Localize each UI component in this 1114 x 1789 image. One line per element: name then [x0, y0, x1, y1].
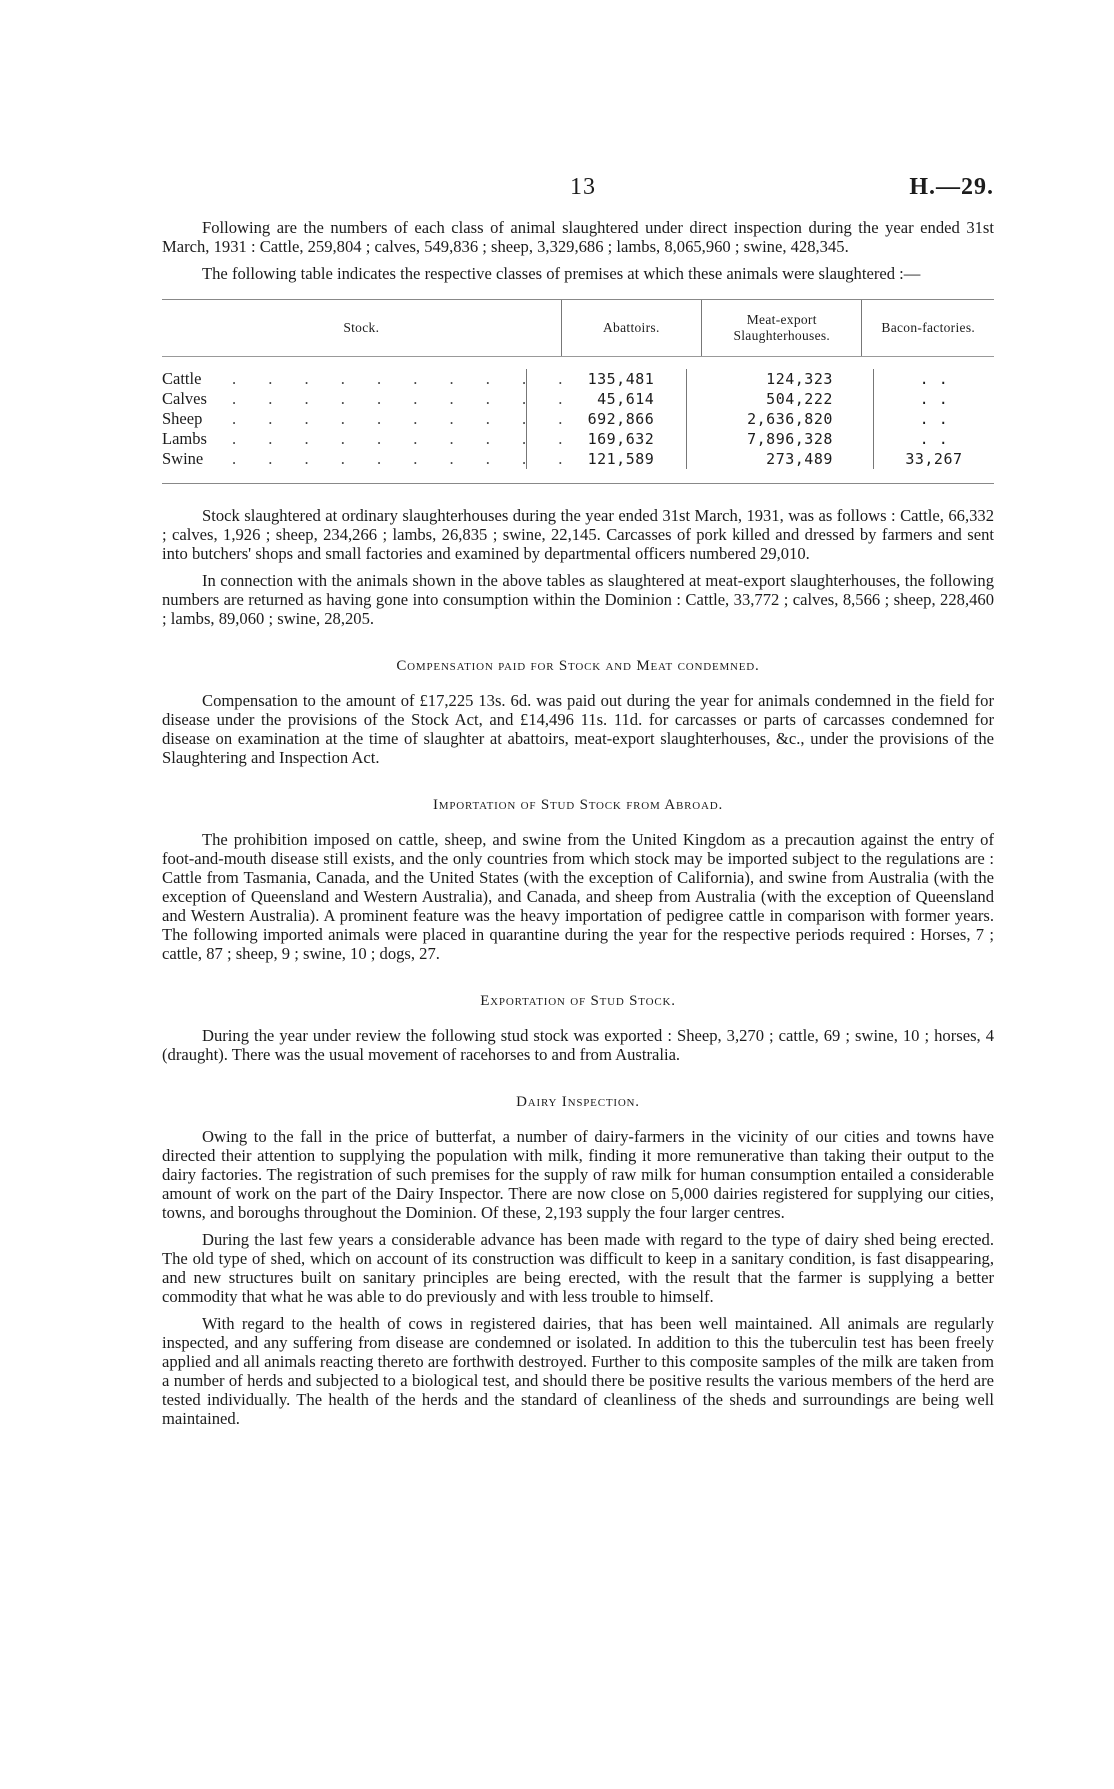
- leader-dots: . . . . . . . . . .: [232, 409, 577, 428]
- row-stock: Swine: [162, 449, 204, 468]
- row-abattoirs: 45,614: [526, 389, 686, 409]
- compensation-paragraph: Compensation to the amount of £17,225 13s. 6d. was paid out during the year for animals condemned in the field for disease under the provisions of the Stock Act, and £14,496 11s. 11d. for carcasses or parts of carcasses condemned for disease on examination at the time of slaughter at abattoirs, meat-export slaughterhouses, &c., under the provisions of the Slaughtering and Inspection Act.: [162, 691, 994, 767]
- header-bacon-label: Bacon-factories.: [881, 320, 976, 335]
- table-body: [162, 357, 994, 483]
- document-page: [162, 170, 994, 1436]
- row-meat-export: 504,222: [686, 389, 873, 409]
- row-abattoirs: 135,481: [526, 369, 686, 389]
- row-bacon: 33,267: [873, 449, 994, 469]
- after-table-paragraph-1: Stock slaughtered at ordinary slaughterhouses during the year ended 31st March, 1931, was as follows : Cattle, 66,332 ; calves, 1,926 ; sheep, 234,266 ; lambs, 26,835 ; swine, 22,145. Carcasses of pork killed and dressed by farmers and sent into butchers' shops and small factories and examined by departmental officers numbered 29,010.: [162, 506, 994, 563]
- row-meat-export: 124,323: [686, 369, 873, 389]
- exportation-paragraph: During the year under review the following stud stock was exported : Sheep, 3,270 ; cattle, 69 ; swine, 10 ; horses, 4 (draught). There was the usual movement of racehorses to and from Australia.: [162, 1026, 994, 1064]
- table-row: [162, 429, 994, 449]
- row-stock: Sheep: [162, 409, 203, 428]
- importation-heading: Importation of Stud Stock from Abroad.: [432, 797, 724, 813]
- paper-reference: H.—29.: [909, 174, 994, 200]
- row-bacon: . .: [873, 429, 994, 449]
- table-row: [162, 369, 994, 389]
- importation-paragraph: The prohibition imposed on cattle, sheep, and swine from the United Kingdom as a precaution against the entry of foot-and-mouth disease still exists, and the only countries from which stock may be imported subject to the regulations are : Cattle from Tasmania, Canada, and the United States (with the exception of California), and swine from Australia (with the exception of Queensland and Western Australia), and Canada, and sheep from Australia (with the exception of Queensland and Western Australia). A prominent feature was the heavy importation of pedigree cattle in comparison with former years. The following imported animals were placed in quarantine during the year for the respective periods required : Horses, 7 ; cattle, 87 ; sheep, 9 ; swine, 10 ; dogs, 27.: [162, 830, 994, 963]
- dairy-heading: Dairy Inspection.: [516, 1094, 640, 1110]
- dairy-paragraph-3: With regard to the health of cows in registered dairies, that has been well maintained. All animals are regularly inspected, and any suffering from disease are condemned or isolated. In addition to this the tuberculin test has been freely applied and all animals reacting thereto are forthwith destroyed. Further to this composite samples of the milk are taken from a number of herds and subjected to a biological test, and should there be positive results the various members of the herd are tested individually. The health of the herds and the standard of cleanliness of the sheds and surroundings are being well maintained.: [162, 1314, 994, 1428]
- row-meat-export: 273,489: [686, 449, 873, 469]
- leader-dots: . . . . . . . . . .: [232, 389, 577, 408]
- row-abattoirs: 169,632: [526, 429, 686, 449]
- exportation-heading: Exportation of Stud Stock.: [480, 993, 676, 1009]
- dairy-paragraph-1: Owing to the fall in the price of butterfat, a number of dairy-farmers in the vicinity of our cities and towns have directed their attention to supplying the population with milk, finding it more remunerative than taking their output to the dairy factories. The registration of such premises for the supply of raw milk for human consumption entailed a considerable amount of work on the part of the Dairy Inspector. There are now close on 5,000 dairies registered for supplying our cities, towns, and boroughs throughout the Dominion. Of these, 2,193 supply the four larger centres.: [162, 1127, 994, 1222]
- row-meat-export: 2,636,820: [686, 409, 873, 429]
- dairy-paragraph-2: During the last few years a considerable advance has been made with regard to the type of dairy shed being erected. The old type of shed, which on account of its construction was difficult to keep in a sanitary condition, is fast disappearing, and new structures built on sanitary principles are being erected, with the result that the farmer is supplying a better commodity that what he was able to do previously and with less trouble to himself.: [162, 1230, 994, 1306]
- table-row: [162, 409, 994, 429]
- header-abattoirs-label: Abattoirs.: [603, 320, 660, 335]
- row-stock: Lambs: [162, 429, 207, 448]
- row-stock: Calves: [162, 389, 207, 408]
- page-header: [162, 170, 994, 210]
- leader-dots: . . . . . . . . . .: [232, 369, 577, 388]
- row-abattoirs: 121,589: [526, 449, 686, 469]
- row-stock: Cattle: [162, 369, 202, 388]
- table-row: [162, 389, 994, 409]
- row-meat-export: 7,896,328: [686, 429, 873, 449]
- row-bacon: . .: [873, 369, 994, 389]
- row-bacon: . .: [873, 409, 994, 429]
- after-table-paragraph-2: In connection with the animals shown in the above tables as slaughtered at meat-export slaughterhouses, the following numbers are returned as having gone into consumption within the Dominion : Cattle, 33,772 ; calves, 8,566 ; sheep, 228,460 ; lambs, 89,060 ; swine, 28,205.: [162, 571, 994, 628]
- header-stock: Stock.: [343, 320, 380, 335]
- header-bacon: [861, 300, 994, 356]
- page-number: 13: [570, 174, 596, 200]
- row-bacon: . .: [873, 389, 994, 409]
- table-header-row: [162, 300, 994, 357]
- compensation-heading: Compensation paid for Stock and Meat condemned.: [396, 658, 760, 674]
- header-meat-export-label: Meat-export Slaughterhouses.: [733, 312, 831, 343]
- leader-dots: . . . . . . . . . .: [232, 429, 577, 448]
- intro-paragraph-2: The following table indicates the respective classes of premises at which these animals were slaughtered :—: [202, 264, 921, 283]
- header-abattoirs: [561, 300, 702, 356]
- header-meat-export: [701, 300, 861, 356]
- leader-dots: . . . . . . . . . .: [232, 449, 577, 468]
- row-abattoirs: 692,866: [526, 409, 686, 429]
- intro-paragraph-1: Following are the numbers of each class of animal slaughtered under direct inspection during the year ended 31st March, 1931 : Cattle, 259,804 ; calves, 549,836 ; sheep, 3,329,686 ; lambs, 8,065,960 ; swine, 428,345.: [162, 218, 994, 256]
- table-row: [162, 449, 994, 469]
- slaughter-table: [162, 299, 994, 484]
